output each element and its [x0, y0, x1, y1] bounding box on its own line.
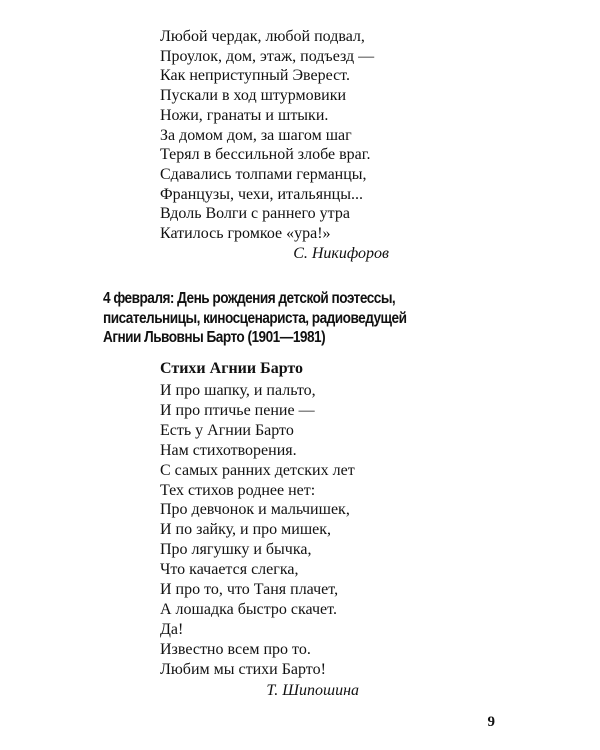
poem-line: Известно всем про то.	[160, 640, 311, 658]
poem-line: Нам стихотворения.	[160, 441, 297, 459]
poem-line: Французы, чехи, итальянцы...	[160, 185, 363, 203]
poem-author-nikiforov: С. Никифоров	[293, 245, 389, 262]
poem-line: С самых ранних детских лет	[160, 461, 355, 479]
poem-nikiforov	[160, 27, 374, 244]
poem-line: Любой чердак, любой подвал,	[160, 28, 365, 45]
heading-line: Агнии Львовны Барто (1901—1981)	[103, 329, 326, 346]
poem-line: Что качается слегка,	[160, 561, 299, 579]
page-number: 9	[487, 714, 495, 730]
poem-line: Сдавались толпами германцы,	[160, 165, 367, 183]
poem-line: А лошадка быстро скачет.	[160, 600, 337, 618]
poem-line: Пускали в ход штурмовики	[160, 87, 347, 105]
poem-line: И про шапку, и пальто,	[160, 382, 316, 399]
poem-line: Катилось громкое «ура!»	[160, 225, 331, 243]
poem-line: И про то, что Таня плачет,	[160, 581, 339, 599]
poem-line: Терял в бессильной злобе враг.	[160, 146, 371, 164]
poem-line: Да!	[160, 620, 184, 638]
poem-shiposhina	[160, 381, 355, 680]
poem-line: Про лягушку и бычка,	[160, 541, 312, 559]
poem-author-shiposhina: Т. Шипошина	[266, 682, 359, 699]
poem-line: Есть у Агнии Барто	[160, 421, 294, 439]
poem-line: Проулок, дом, этаж, подъезд —	[160, 47, 375, 65]
poem-line: Любим мы стихи Барто!	[160, 660, 326, 678]
section-heading	[103, 289, 406, 348]
poem-line: Тех стихов роднее нет:	[160, 481, 316, 499]
heading-line: 4 февраля: День рождения детской поэтессы,	[103, 290, 396, 307]
poem-line: За домом дом, за шагом шаг	[160, 126, 352, 144]
poem-title: Стихи Агнии Барто	[160, 360, 304, 377]
poem-line: Ножи, гранаты и штыки.	[160, 106, 329, 124]
heading-line: писательницы, киносценариста, радиоведущей	[103, 309, 407, 327]
poem-line: Как неприступный Эверест.	[160, 67, 350, 85]
poem-line: Вдоль Волги с раннего утра	[160, 205, 350, 223]
poem-line: Про девчонок и мальчишек,	[160, 501, 350, 519]
poem-line: И про птичье пение —	[160, 401, 315, 419]
poem-line: И по зайку, и про мишек,	[160, 521, 332, 539]
